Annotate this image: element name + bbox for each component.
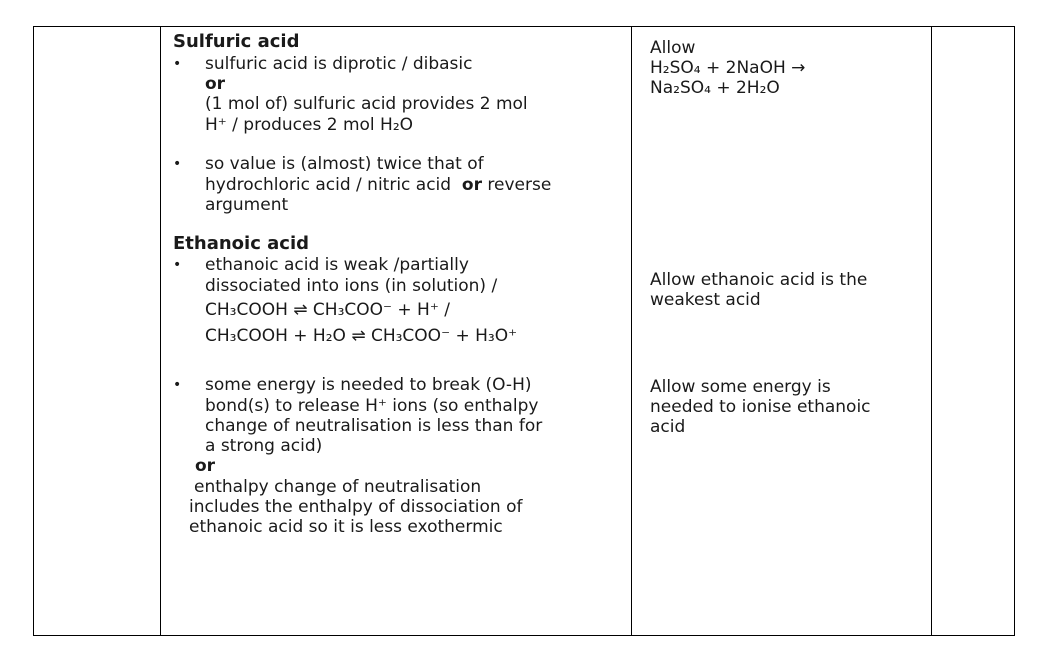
guidance-cell bbox=[632, 27, 931, 635]
equation-line: CH₃COOH ⇌ CH₃COO⁻ + H⁺ / bbox=[205, 300, 450, 320]
answer-line: enthalpy change of neutralisation bbox=[194, 477, 482, 497]
guidance-equation: H₂SO₄ + 2NaOH → bbox=[650, 58, 806, 78]
answer-line: a strong acid) bbox=[205, 436, 323, 456]
answer-line: argument bbox=[205, 195, 289, 215]
answer-line: change of neutralisation is less than for bbox=[205, 416, 543, 436]
mark-scheme-table bbox=[33, 26, 1015, 636]
answer-line bbox=[205, 175, 551, 195]
answer-line: bond(s) to release H⁺ ions (so enthalpy bbox=[205, 396, 539, 416]
answer-text: reverse bbox=[487, 175, 552, 195]
bullet: • bbox=[173, 156, 182, 172]
or-keyword: or bbox=[461, 175, 482, 195]
answer-line: ethanoic acid is weak /partially bbox=[205, 255, 469, 275]
question-number-cell bbox=[34, 27, 160, 635]
guidance-line: Allow some energy is bbox=[650, 377, 831, 397]
answer-line: (1 mol of) sulfuric acid provides 2 mol bbox=[205, 94, 528, 114]
answer-line: ethanoic acid so it is less exothermic bbox=[189, 517, 503, 537]
or-keyword: or bbox=[205, 74, 226, 94]
guidance-line: Allow bbox=[650, 38, 696, 58]
section-heading-sulfuric: Sulfuric acid bbox=[173, 31, 300, 52]
equation-line: CH₃COOH + H₂O ⇌ CH₃COO⁻ + H₃O⁺ bbox=[205, 326, 518, 346]
guidance-line: Allow ethanoic acid is the bbox=[650, 270, 868, 290]
guidance-line: acid bbox=[650, 417, 686, 437]
answer-line: some energy is needed to break (O-H) bbox=[205, 375, 532, 395]
answer-line: so value is (almost) twice that of bbox=[205, 154, 484, 174]
guidance-line: weakest acid bbox=[650, 290, 761, 310]
bullet: • bbox=[173, 377, 182, 393]
answer-line: dissociated into ions (in solution) / bbox=[205, 276, 498, 296]
answer-line: H⁺ / produces 2 mol H₂O bbox=[205, 115, 414, 135]
answer-line: includes the enthalpy of dissociation of bbox=[189, 497, 523, 517]
answer-cell bbox=[161, 27, 631, 635]
answer-line: sulfuric acid is diprotic / dibasic bbox=[205, 54, 473, 74]
guidance-equation: Na₂SO₄ + 2H₂O bbox=[650, 78, 780, 98]
section-heading-ethanoic: Ethanoic acid bbox=[173, 233, 310, 254]
bullet: • bbox=[173, 257, 182, 273]
answer-text: hydrochloric acid / nitric acid bbox=[205, 175, 452, 195]
or-keyword: or bbox=[195, 456, 216, 476]
bullet: • bbox=[173, 56, 182, 72]
marks-cell bbox=[932, 27, 1014, 635]
guidance-line: needed to ionise ethanoic bbox=[650, 397, 871, 417]
